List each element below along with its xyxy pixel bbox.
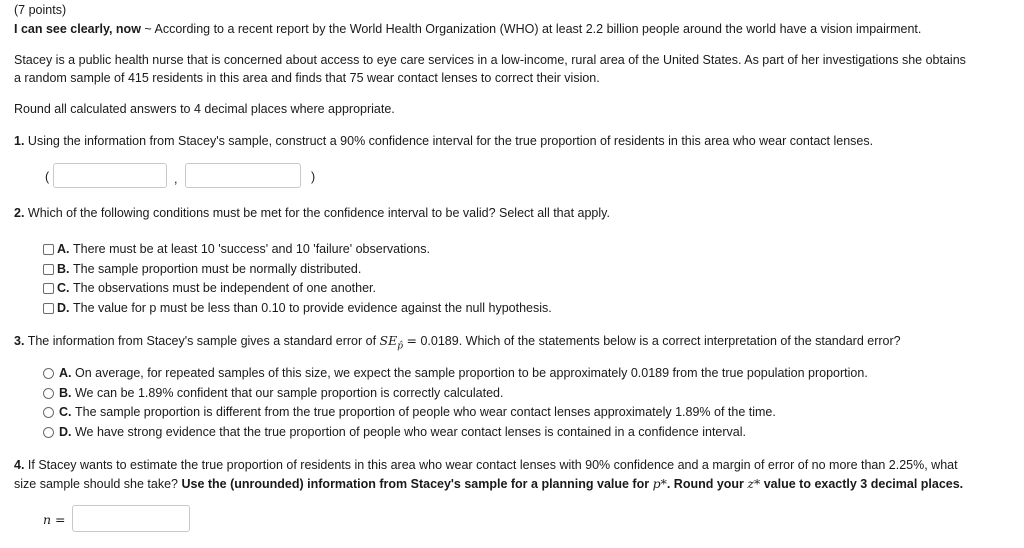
q3-option-d[interactable] [43,425,746,439]
scenario-line-1: Stacey is a public health nurse that is concerned about access to eye care services in a low-income, rural area of the United States. As part of her investigations she obtains [14,53,966,67]
n-label: n = [43,512,66,527]
rounding-instruction: Round all calculated answers to 4 decimal places where appropriate. [14,102,395,116]
q3-text-before: The information from Stacey's sample gives a standard error of [27,334,377,348]
q4-line2-plain: size sample should she take? [14,477,178,491]
problem-header [14,22,921,36]
title-separator: ~ [144,22,152,36]
q1-open-paren: ( [45,170,50,184]
points-label: (7 points) [14,3,67,17]
q4-prompt-line-2 [14,476,963,491]
se-letters: SE [379,333,398,348]
checkbox[interactable] [43,264,54,275]
radio-button[interactable] [43,427,54,438]
problem-title: I can see clearly, now [14,22,141,36]
q3-number: 3. [14,334,25,348]
q3-prompt [14,333,901,352]
option-letter: A. [57,242,70,256]
p-star-symbol: p* [652,476,667,491]
q2-option-d[interactable] [43,301,552,315]
q2-prompt [14,206,610,220]
option-text: The sample proportion is different from the true proportion of people who wear contact lenses approximately 1.89% of the time. [74,405,776,419]
ci-upper-input[interactable] [185,163,301,188]
sample-size-input[interactable] [72,505,190,532]
q1-close-paren: ) [311,170,316,184]
q4-prompt-line-1 [14,458,958,472]
checkbox[interactable] [43,283,54,294]
z-star-symbol: z* [747,476,761,491]
checkbox[interactable] [43,303,54,314]
option-letter: C. [57,281,70,295]
q4-line2-bold-a: Use the (unrounded) information from Stacey's sample for a planning value for [181,477,650,491]
option-text: There must be at least 10 'success' and 10 'failure' observations. [72,242,430,256]
q4-number: 4. [14,458,25,472]
q3-option-c[interactable] [43,405,776,419]
option-letter: B. [57,262,70,276]
radio-button[interactable] [43,368,54,379]
option-text: The observations must be independent of one another. [72,281,376,295]
se-subscript: p̂ [397,341,404,352]
scenario-line-2: a random sample of 415 residents in this area and finds that 75 wear contact lenses to correct their vision. [14,71,600,85]
q2-option-a[interactable] [43,242,430,256]
q1-text: Using the information from Stacey's sample, construct a 90% confidence interval for the true proportion of residents in this area who wear contact lenses. [27,134,874,148]
q2-option-c[interactable] [43,281,376,295]
option-text: On average, for repeated samples of this size, we expect the sample proportion to be approximately 0.0189 from the true population proportion. [74,366,868,380]
checkbox[interactable] [43,244,54,255]
q1-prompt [14,134,873,148]
radio-button[interactable] [43,407,54,418]
option-letter: C. [59,405,72,419]
option-text: The sample proportion must be normally distributed. [72,262,362,276]
q1-comma: , [174,172,178,186]
option-letter: D. [59,425,72,439]
equals-sign: = [406,333,417,348]
q2-number: 2. [14,206,25,220]
radio-button[interactable] [43,388,54,399]
q2-option-b[interactable] [43,262,361,276]
q3-option-a[interactable] [43,366,868,380]
q4-line1: If Stacey wants to estimate the true proportion of residents in this area who wear contact lenses with 90% confidence and a margin of error of no more than 2.25%, what [27,458,958,472]
option-text: We can be 1.89% confident that our sample proportion is correctly calculated. [74,386,504,400]
q4-line2-bold-b: . Round your [666,477,744,491]
option-letter: B. [59,386,72,400]
q1-number: 1. [14,134,25,148]
ci-lower-input[interactable] [53,163,167,188]
q4-line2-bold-c: value to exactly 3 decimal places. [763,477,964,491]
se-symbol [379,333,404,352]
option-letter: D. [57,301,70,315]
q2-text: Which of the following conditions must be met for the confidence interval to be valid? Select all that apply. [27,206,610,220]
option-letter: A. [59,366,72,380]
option-text: We have strong evidence that the true proportion of people who wear contact lenses is contained in a confidence interval. [74,425,746,439]
q3-text-after: 0.0189. Which of the statements below is a correct interpretation of the standard error? [420,334,901,348]
q3-option-b[interactable] [43,386,503,400]
problem-intro: According to a recent report by the World Health Organization (WHO) at least 2.2 billion people around the world have a vision impairment. [154,22,922,36]
option-text: The value for p must be less than 0.10 to provide evidence against the null hypothesis. [72,301,552,315]
